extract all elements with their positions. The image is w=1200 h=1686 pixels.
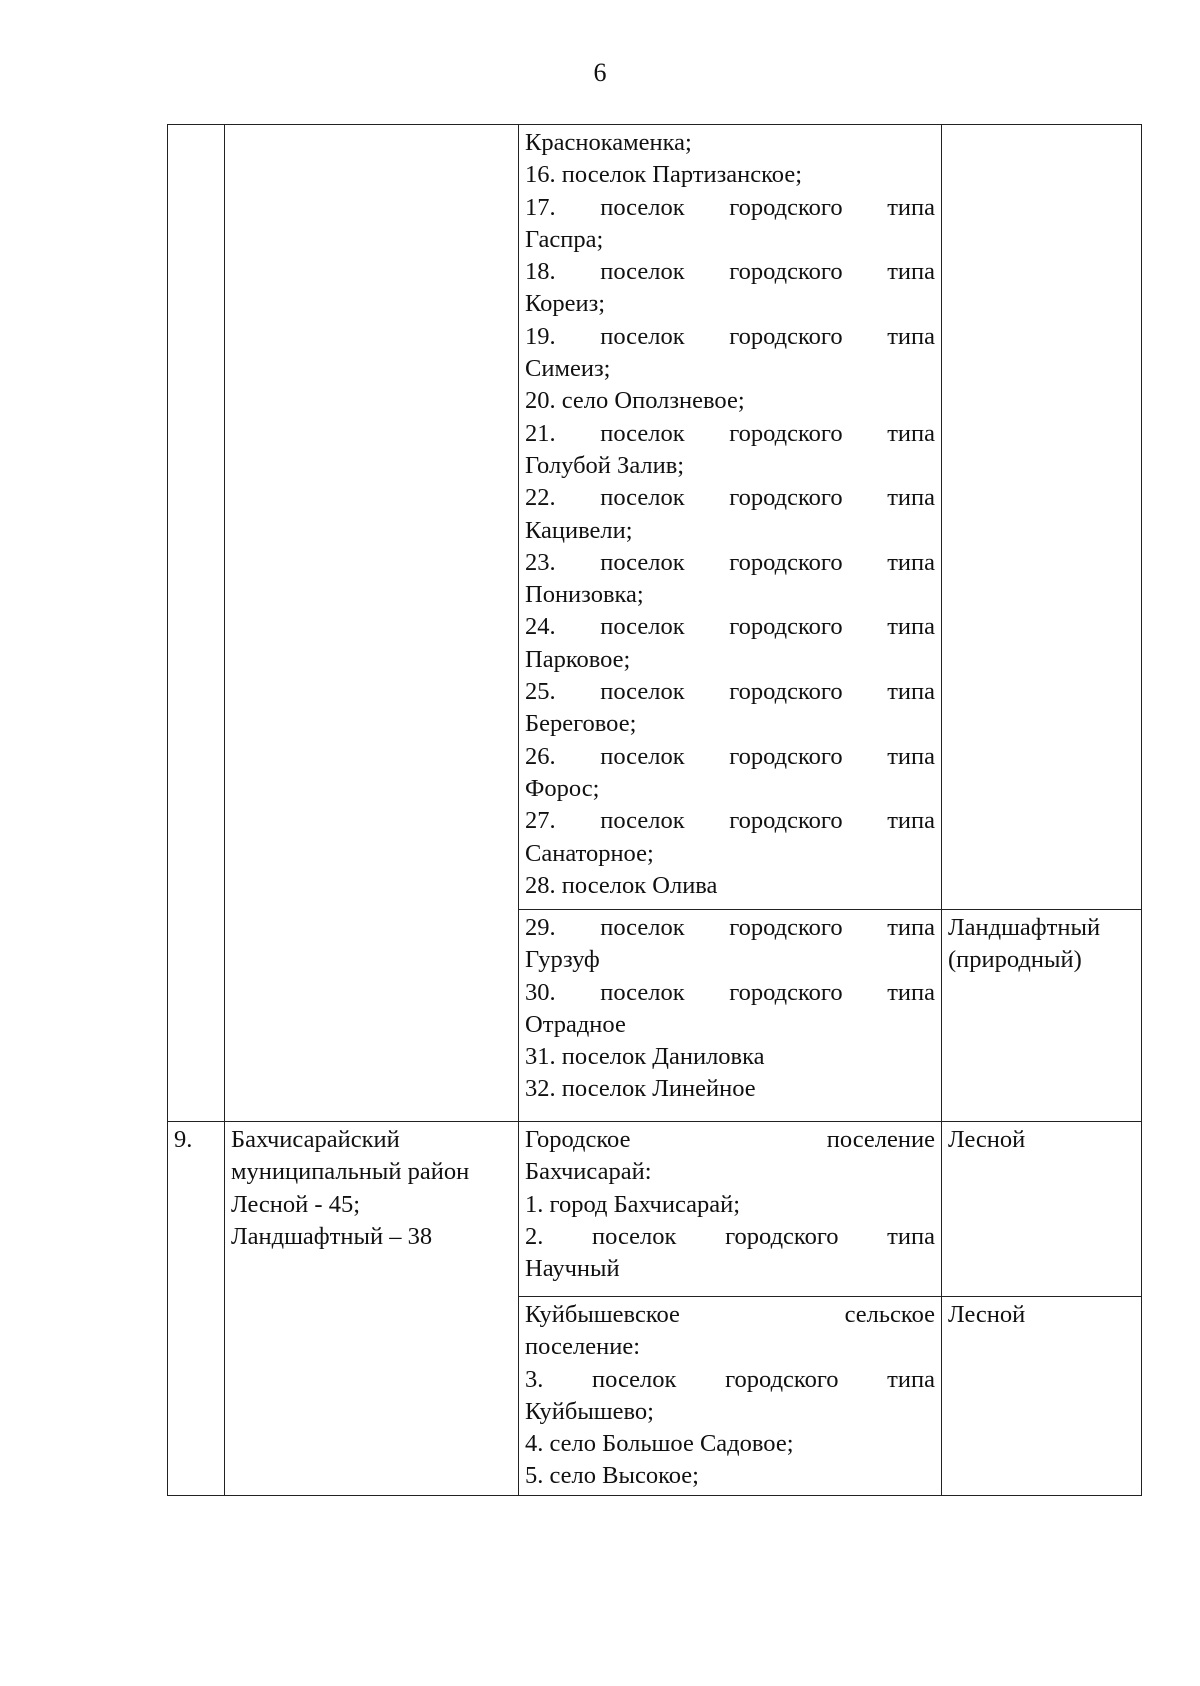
word: 25. (525, 678, 556, 706)
word: 3. (525, 1365, 544, 1393)
cell-line: Лесной - 45; (231, 1190, 360, 1218)
cell-line: Лесной (948, 1126, 1026, 1153)
settlement-line: Бахчисарай: (525, 1158, 652, 1186)
settlement-line: поселение: (525, 1333, 641, 1361)
word: городского (725, 1365, 839, 1393)
settlement-line (525, 912, 935, 944)
word: городского (729, 678, 843, 706)
word: городского (729, 484, 843, 512)
row-number: 9. (168, 1122, 225, 1496)
settlement-line: Парковое; (525, 645, 631, 673)
word: поселение (826, 1126, 935, 1153)
settlement-line: Куйбышево; (525, 1397, 654, 1425)
settlement-line (525, 321, 935, 353)
word: поселок (592, 1222, 677, 1250)
settlement-line: 20. село Оползневое; (525, 387, 745, 415)
word: 22. (525, 484, 556, 512)
settlement-line: 32. поселок Линейное (525, 1075, 756, 1103)
settlement-line (525, 1299, 935, 1331)
word: типа (887, 914, 935, 941)
settlement-line: Кацивели; (525, 516, 633, 544)
settlement-line: Форос; (525, 774, 600, 802)
settlement-line: Гаспра; (525, 225, 604, 253)
word: типа (887, 613, 935, 641)
settlement-line (525, 805, 935, 837)
word: городского (729, 807, 843, 835)
word: 18. (525, 258, 556, 286)
zone-type-cell (942, 910, 1142, 1122)
cell-line: муниципальный район (231, 1158, 470, 1186)
word: городского (729, 419, 843, 447)
word: типа (887, 807, 935, 835)
settlements-cell (519, 910, 942, 1122)
district-name-cell (225, 1122, 519, 1496)
word: поселок (600, 914, 685, 941)
word: типа (887, 548, 935, 576)
word: поселок (600, 322, 685, 350)
settlement-line: 4. село Большое Садовое; (525, 1430, 794, 1458)
word: городского (729, 548, 843, 576)
word: поселок (600, 258, 685, 286)
page-number: 6 (593, 58, 607, 87)
word: типа (887, 678, 935, 706)
settlement-line (525, 192, 935, 224)
settlements-cell (519, 125, 942, 910)
word: типа (887, 193, 935, 221)
zone-type-cell (942, 1297, 1142, 1496)
word: 2. (525, 1222, 544, 1250)
word: поселок (600, 193, 685, 221)
word: поселок (600, 484, 685, 512)
table-row (168, 125, 1142, 910)
zone-type-cell (942, 1122, 1142, 1297)
cell-line: Ландшафтный – 38 (231, 1222, 433, 1250)
settlement-line (525, 611, 935, 643)
word: 19. (525, 322, 556, 350)
cell-line: Лесной (948, 1301, 1026, 1328)
cell-line: Бахчисарайский (231, 1126, 400, 1153)
settlements-cell (519, 1297, 942, 1496)
settlement-line (525, 676, 935, 708)
cell-line: (природный) (948, 946, 1082, 974)
settlement-line: 16. поселок Партизанское; (525, 161, 803, 189)
word: поселок (600, 678, 685, 706)
settlement-line (525, 1221, 935, 1253)
word: 17. (525, 193, 556, 221)
settlement-line: Отрадное (525, 1010, 626, 1038)
word: типа (887, 742, 935, 770)
word: поселок (600, 548, 685, 576)
word: городского (729, 914, 843, 941)
word: поселок (600, 978, 685, 1006)
word: сельское (844, 1301, 935, 1328)
cell-line: Ландшафтный (948, 914, 1101, 941)
word: типа (887, 258, 935, 286)
settlements-cell (519, 1122, 942, 1297)
settlement-line: Симеиз; (525, 355, 611, 383)
settlement-line (525, 1364, 935, 1396)
word: городского (729, 613, 843, 641)
settlement-line (525, 741, 935, 773)
word: поселок (600, 742, 685, 770)
word: типа (887, 978, 935, 1006)
word: Куйбышевское (525, 1301, 680, 1328)
word: 24. (525, 613, 556, 641)
word: 27. (525, 807, 556, 835)
word: городского (725, 1222, 839, 1250)
word: типа (887, 1365, 935, 1393)
settlement-line (525, 482, 935, 514)
word: типа (887, 322, 935, 350)
settlement-line: Понизовка; (525, 581, 644, 609)
word: типа (887, 1222, 935, 1250)
settlement-line: 28. поселок Олива (525, 871, 718, 899)
settlement-line (525, 256, 935, 288)
word: городского (729, 193, 843, 221)
settlement-line (525, 547, 935, 579)
word: городского (729, 322, 843, 350)
settlement-line: 5. село Высокое; (525, 1462, 699, 1490)
settlement-line: Научный (525, 1255, 620, 1283)
word: 29. (525, 914, 556, 941)
table-row (168, 1122, 1142, 1297)
word: 26. (525, 742, 556, 770)
word: 21. (525, 419, 556, 447)
word: поселок (600, 807, 685, 835)
settlement-line: Береговое; (525, 710, 637, 738)
word: Городское (525, 1126, 631, 1153)
word: типа (887, 484, 935, 512)
settlement-line: 31. поселок Даниловка (525, 1043, 765, 1071)
settlement-line (525, 977, 935, 1009)
word: 30. (525, 978, 556, 1006)
district-cell (225, 125, 519, 1122)
word: поселок (592, 1365, 677, 1393)
word: 23. (525, 548, 556, 576)
word: поселок (600, 613, 685, 641)
word: поселок (600, 419, 685, 447)
settlement-line (525, 418, 935, 450)
settlement-line: Санаторное; (525, 839, 654, 867)
word: городского (729, 258, 843, 286)
settlement-line: Краснокаменка; (525, 129, 692, 156)
zone-type-cell (942, 125, 1142, 910)
word: городского (729, 978, 843, 1006)
word: городского (729, 742, 843, 770)
settlement-line: 1. город Бахчисарай; (525, 1190, 741, 1218)
settlement-line: Кореиз; (525, 290, 606, 318)
settlement-line: Гурзуф (525, 946, 600, 974)
settlement-line: Голубой Залив; (525, 451, 685, 479)
settlement-line (525, 1124, 935, 1156)
word: типа (887, 419, 935, 447)
zones-table (167, 124, 1142, 1496)
number-cell (168, 125, 225, 1122)
